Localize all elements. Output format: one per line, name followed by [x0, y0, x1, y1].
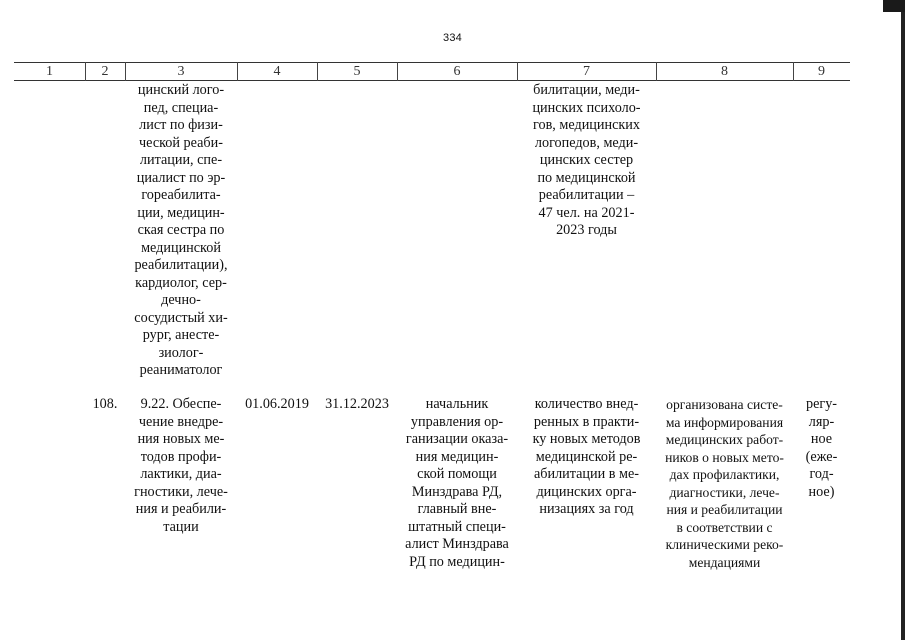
column-header: 8 — [721, 64, 728, 79]
row-frequency: регу- ляр- ное (еже- год- ное) — [805, 396, 838, 500]
table-header-rule — [14, 80, 850, 81]
column-header: 2 — [101, 64, 109, 79]
scan-edge-shadow — [901, 0, 905, 640]
column-header: 1 — [46, 64, 53, 79]
row-responsible: начальник управления ор- ганизации оказа- ния медицин- ской помощи Минздрава РД, главный вне- штатный специ- алист Минздрава РД по медицин- — [405, 396, 509, 570]
row-end-date: 31.12.2023 — [325, 396, 389, 412]
continued-cell-indicator: билитации, меди- цинских психоло- гов, медицинских логопедов, меди- цинских сестер по медицинской реабилитации – 47 чел. на 2021- 2023 годы — [532, 82, 641, 238]
column-header: 5 — [353, 64, 361, 79]
column-header: 6 — [453, 64, 461, 79]
page-number: 334 — [443, 32, 462, 44]
scan-corner-shadow — [883, 0, 905, 12]
column-header: 9 — [818, 64, 825, 79]
column-header: 3 — [177, 64, 185, 79]
row-measure: 9.22. Обеспе- чение внедре- ния новых ме- тодов профи- лактики, диа- гностики, лече- ния и реабили- тации — [134, 396, 228, 535]
row-start-date: 01.06.2019 — [245, 396, 309, 412]
continued-cell-participants: цинский лого- пед, специа- лист по физи- ческой реаби- литации, спе- циалист по эр- гореабилита- ции, медицин- ская сестра по медицинской реабилитации), кардиолог, сер- дечно- сосудистый хи- рург, анесте- зиолог- реаниматолог — [134, 82, 228, 378]
row-indicator: количество внед- ренных в практи- ку новых методов медицинской ре- абилитации в ме- дицинских орга- низациях за год — [532, 396, 641, 517]
table-top-rule — [14, 62, 850, 63]
row-result: организована систе- ма информирования медицинских работ- ников о новых мето- дах профилактики, диагностики, лече- ния и реабилитации в соответствии с клиническими реко- мендациями — [665, 397, 784, 570]
column-header: 7 — [583, 64, 590, 79]
column-header: 4 — [273, 64, 281, 79]
row-number: 108. — [92, 396, 118, 412]
